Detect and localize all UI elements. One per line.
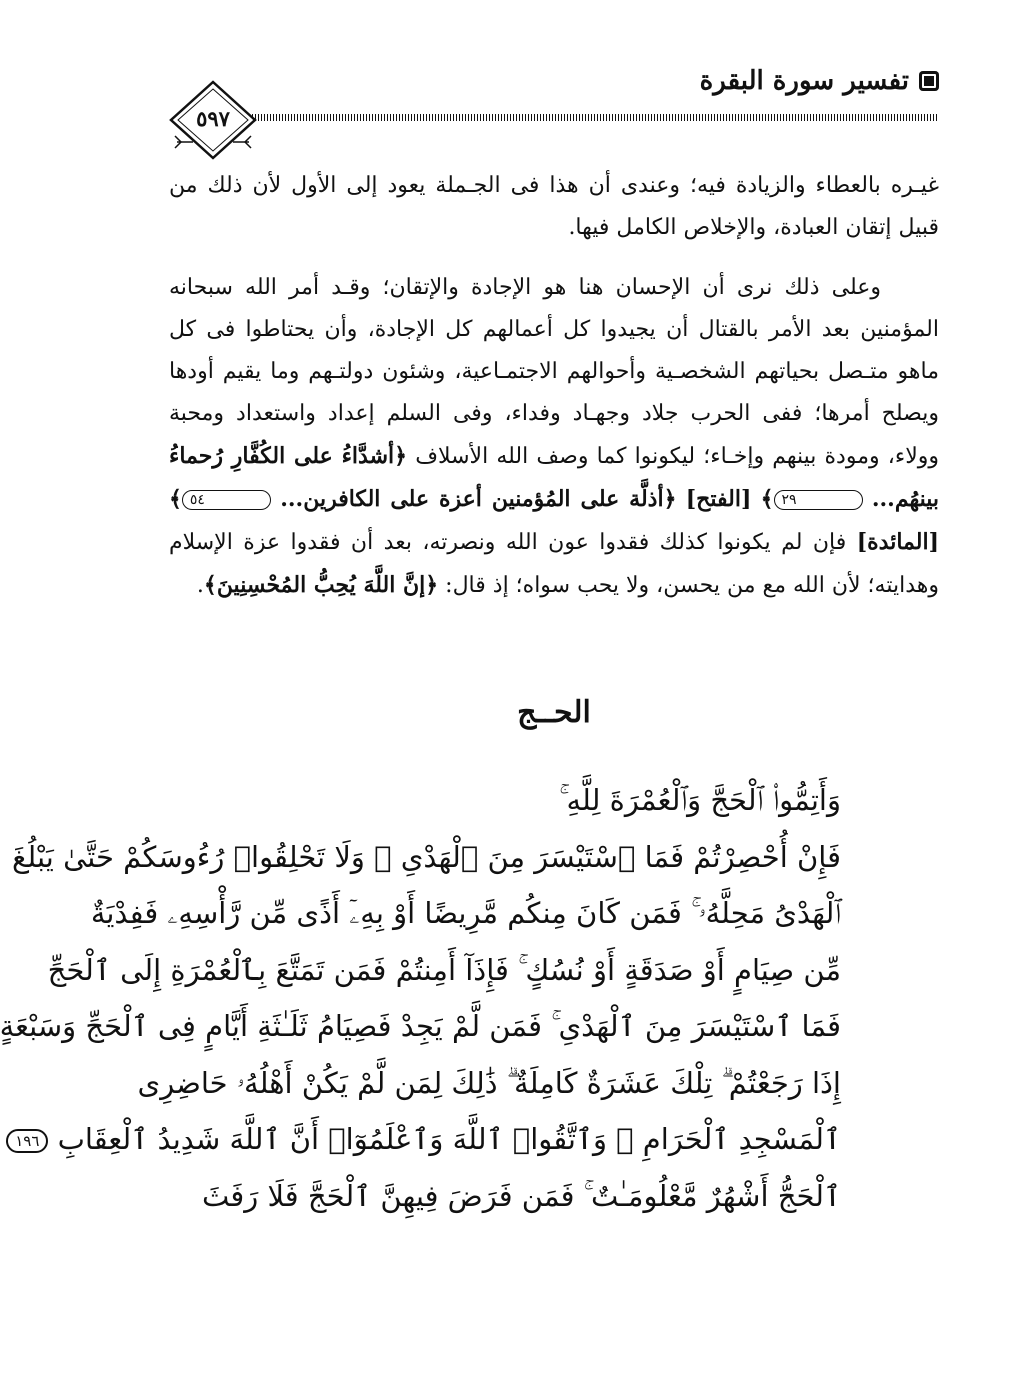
quran-line-with-ayah: [15, 1111, 841, 1168]
paragraph-1: [169, 165, 939, 249]
quote-close-1: ﴾: [760, 486, 774, 512]
page-number-badge: [169, 80, 257, 164]
verse-number-2: ٥٤: [182, 490, 271, 510]
surah-reference-1: [الفتح]: [685, 486, 752, 512]
quote-verse-3: ﴿إنَّ اللَّهَ يُحِبُّ المُحْسِنِينَ﴾: [203, 572, 439, 598]
quran-line: ٱلْهَدْىُ مَحِلَّهُۥ ۚ فَمَن كَانَ مِنكُم مَّرِيضًا أَوْ بِهِۦٓ أَذًى مِّن رَّأْسِهِۦ فَفِدْيَةٌ: [90, 896, 841, 930]
quote-close-2: ﴾: [169, 486, 182, 512]
section-heading: الحــج: [517, 695, 591, 730]
quran-line: مِّن صِيَامٍ أَوْ صَدَقَةٍ أَوْ نُسُكٍ ۚ فَإِذَآ أَمِنتُمْ فَمَن تَمَتَّعَ بِٱلْعُمْرَةِ إِلَى ٱلْحَجِّ: [47, 952, 841, 987]
quran-line: وَأَتِمُّوا۟ ٱلْحَجَّ وَٱلْعُمْرَةَ لِلَّهِ ۚ: [559, 783, 841, 817]
running-title: [700, 66, 939, 96]
body-text: [169, 165, 939, 607]
header-rule: [249, 114, 939, 121]
quran-line: ٱلْحَجُّ أَشْهُرٌ مَّعْلُومَـٰتٌ ۚ فَمَن فَرَضَ فِيهِنَّ ٱلْحَجَّ فَلَا رَفَثَ: [201, 1178, 841, 1213]
page-header: [169, 62, 939, 152]
quran-line: فَإِنْ أُحْصِرْتُمْ فَمَا ٱسْتَيْسَرَ مِنَ ٱلْهَدْىِ ۖ وَلَا تَحْلِقُوا۟ رُءُوسَكُمْ حَتَّىٰ يَبْلُغَ: [12, 839, 841, 874]
quran-line: فَمَا ٱسْتَيْسَرَ مِنَ ٱلْهَدْىِ ۚ فَمَن لَّمْ يَجِدْ فَصِيَامُ ثَلَـٰثَةِ أَيَّامٍ فِى ٱلْحَجِّ وَسَبْعَةٍ: [0, 1009, 841, 1043]
paragraph-2-part2: فإن لم يكونوا كذلك فقدوا عون الله ونصرته، بعد أن فقدوا عزة الإسلام وهدايته؛ لأن الله مع من يحسن، ولا يحب سواه؛ إذ قال:: [169, 530, 939, 598]
quran-line: إِذَا رَجَعْتُمْ ۗ تِلْكَ عَشَرَةٌ كَامِلَةٌ ۗ ذَٰلِكَ لِمَن لَّمْ يَكُنْ أَهْلُهُۥ حَاضِرِى: [137, 1065, 841, 1100]
ayah-number-marker: ١٩٦: [6, 1129, 48, 1153]
verse-number-1: ٢٩: [774, 490, 863, 510]
paragraph-2-part1: وعلى ذلك نرى أن الإحسان هنا هو الإجادة والإتقان؛ وقـد أمر الله سبحانه المؤمنين بعد الأمر بالقتال أن يجيدوا كل أعمالهم كل الإجادة، وأن يحتاطوا فى كل ماهو متـصل بحياتهم الشخصـية وأحوالهم الاجتمـاعية، وشئون دولتـهم وما يقيم أودها ويصلح أمرها؛ ففى الحرب جلاد وجهـاد وفداء، وفى السلم إعداد واستعداد ومحبة وولاء، ومودة بينهم وإخـاء؛ ليكونوا كما وصف الله الأسلاف: [169, 275, 940, 469]
page-number: ٥٩٧: [196, 106, 230, 131]
quran-line-text: ٱلْمَسْجِدِ ٱلْحَرَامِ ۚ وَٱتَّقُوا۟ ٱللَّهَ وَٱعْلَمُوٓا۟ أَنَّ ٱللَّهَ شَدِيدُ ٱلْعِقَابِ: [57, 1122, 841, 1156]
running-title-text: تفسير سورة البقرة: [699, 66, 909, 96]
surah-reference-2: [المائدة]: [856, 529, 939, 555]
paragraph-2-end: .: [196, 573, 204, 598]
quote-verse-2: ﴿أذلَّة على المُؤمنين أعزة على الكافرين...: [280, 486, 677, 512]
ornament-icon: [919, 71, 939, 91]
paragraph-1-text: غيـره بالعطاء والزيادة فيه؛ وعندى أن هذا فى الجـملة يعود إلى الأول لأن ذلك من قبيل إتقان العبادة، والإخلاص الكامل فيها.: [169, 173, 939, 240]
quote-verse-1: ﴿أشدَّاءُ على الكُفَّارِ رُحماءُ بينهُم...: [169, 443, 940, 512]
paragraph-2: [169, 267, 939, 607]
quran-verses: [0, 772, 841, 1224]
